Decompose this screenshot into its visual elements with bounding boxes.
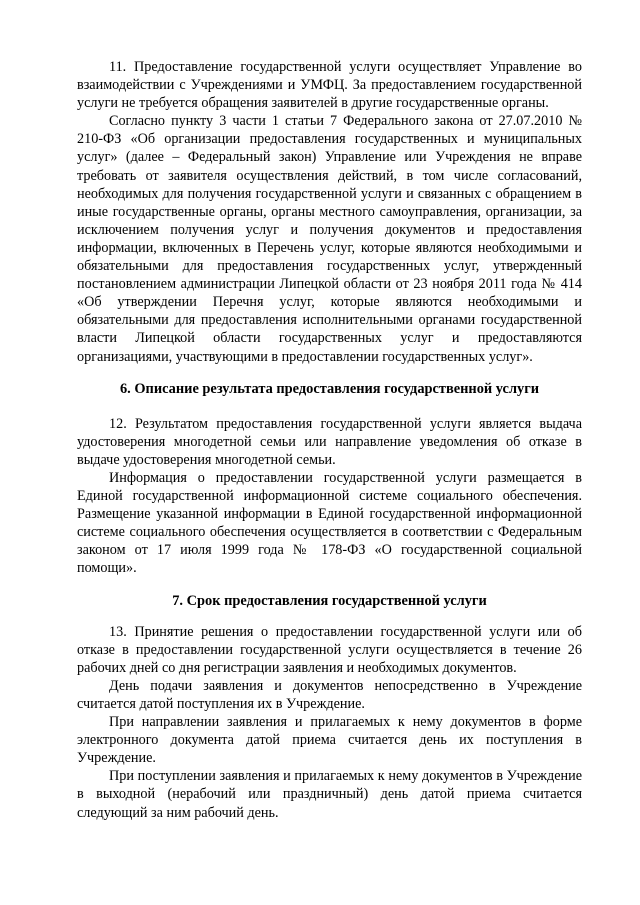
document-page — [77, 58, 582, 822]
section-7-heading: 7. Срок предоставления государственной услуги — [172, 592, 487, 609]
paragraph-11: 11. Предоставление государственной услуги осуществляет Управление во взаимодействии с Учреждениями и УМФЦ. За предоставлением государственной услуги не требуется обращения заявителей в другие государственные органы. — [77, 59, 582, 112]
paragraph-holiday-receipt: При поступлении заявления и прилагаемых к нему документов в Учреждение в выходной (нерабочий или праздничный) день датой приема считается следующий за ним рабочий день. — [77, 768, 582, 821]
paragraph-law-reference: Согласно пункту 3 части 1 статьи 7 Федерального закона от 27.07.2010 № 210-ФЗ «Об организации предоставления государственных и муниципальных услуг» (далее – Федеральный закон) Управление или Учреждения не вправе требовать от заявителя осуществления действий, в том числе согласований, необходимых для получения государственной услуги и связанных с обращением в иные государственные органы, органы местного самоуправления, организации, за исключением получения услуг и получения документов и предоставления информации, включенных в Перечень услуг, которые являются необходимыми и обязательными для предоставления государственных услуг, утвержденный постановлением администрации Липецкой области от 23 ноября 2011 года № 414 «Об утверждении Перечня услуг, которые являются необходимыми и обязательными для предоставления исполнительными органами государственной власти Липецкой области государственных услуг и предоставляются организациями, участвующими в предоставлении государственных услуг». — [77, 113, 582, 365]
paragraph-submission-day: День подачи заявления и документов непосредственно в Учреждение считается датой поступления их в Учреждение. — [77, 677, 582, 712]
paragraph-information-system: Информация о предоставлении государственной услуги размещается в Единой государственной информационной системе социального обеспечения. Размещение указанной информации в Единой государственной информационной системе социального обеспечения осуществляется в соответствии с Федеральным законом от 17 июля 1999 года № 178-ФЗ «О государственной социальной помощи». — [77, 469, 582, 577]
paragraph-13: 13. Принятие решения о предоставлении государственной услуги или об отказе в предоставлении государственной услуги осуществляется в течение 26 рабочих дней со дня регистрации заявления и необходимых документов. — [77, 623, 582, 676]
paragraph-electronic-document: При направлении заявления и прилагаемых к нему документов в форме электронного документа датой приема считается день их поступления в Учреждение. — [77, 714, 582, 767]
paragraph-12: 12. Результатом предоставления государственной услуги является выдача удостоверения многодетной семьи или направление уведомления об отказе в выдаче удостоверения многодетной семьи. — [77, 415, 582, 468]
section-6-heading: 6. Описание результата предоставления государственной услуги — [119, 380, 540, 397]
